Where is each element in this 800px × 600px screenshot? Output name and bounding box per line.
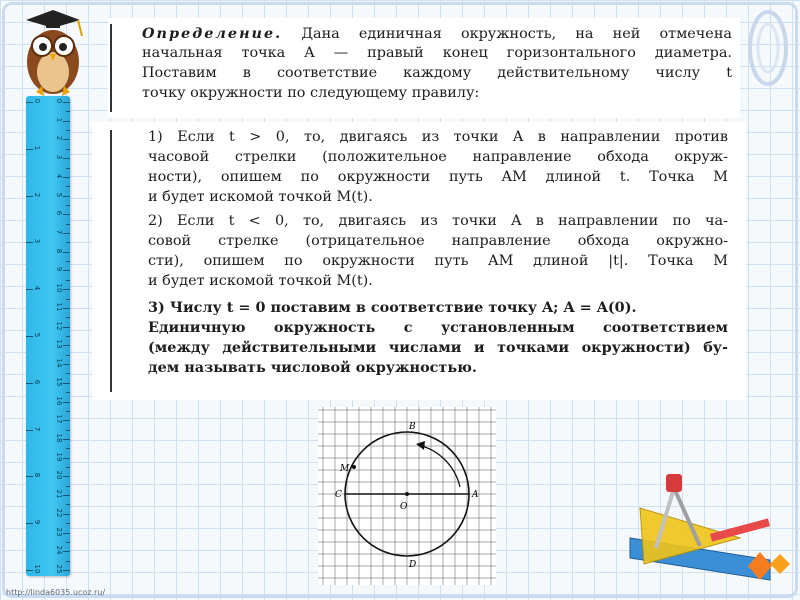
ruler-number: 10 [55,283,63,293]
ruler-inch-number: 7 [33,426,41,431]
ruler-number: 16 [55,396,63,405]
ruler-number: 12 [55,321,63,331]
definition-line-2: начальная точка A — правый конец горизонтального диаметра. [142,45,732,61]
ruler-number: 1 [55,117,63,122]
ruler-number: 23 [55,527,63,536]
label-d: D [409,560,417,570]
ruler-number: 3 [55,154,63,160]
label-o: O [400,502,408,512]
rules-line: часовой стрелки (положительное направление обхода окруж- [148,149,728,165]
definition-bar [110,24,112,112]
ruler-number: 9 [55,267,63,272]
decorative-ring-icon [746,8,790,88]
definition-line-3: Поставим в соответствие каждому действительному числу t [142,65,732,81]
ruler-inch-number: 6 [33,379,41,385]
rules-line: 2) Если t < 0, то, двигаясь из точки A в направлении по ча- [148,213,728,229]
ruler-inch-number: 10 [33,564,41,574]
rules-line: ности), опишем по окружности путь AM длиной t. Точка M [148,169,728,185]
ruler-number: 14 [55,358,63,368]
ruler-number: 25 [55,564,63,574]
ruler-inch-number: 2 [33,192,41,197]
ruler-number: 20 [55,470,63,480]
direction-arc [422,446,460,487]
ruler-inch-number: 0 [33,98,41,104]
label-b: B [409,422,416,432]
ruler-number: 5 [55,192,63,197]
ruler-number: 18 [55,433,63,443]
ruler-number: 8 [55,248,63,253]
rules-line: сти), опишем по окружности путь AM длиной |t|. Точка M [148,253,728,269]
source-url[interactable]: http://linda6035.ucoz.ru/ [6,588,106,597]
rules-bar [110,130,112,392]
rules-line: 3) Числу t = 0 поставим в соответствие точку A; A = A(0). [148,299,637,316]
label-a: A [472,490,479,500]
definition-line-4: точку окружности по следующему правилу: [142,85,480,101]
rules-panel [92,122,746,400]
ruler-number: 4 [55,173,63,179]
ruler-number: 13 [55,339,63,349]
definition-panel [108,18,740,118]
rules-line: (между действительными числами и точками окружности) бу- [148,339,728,356]
unit-circle-diagram [318,407,496,585]
ruler-inch-number: 1 [33,145,41,151]
ruler-inch-number: 8 [33,473,41,478]
arrow-head [416,441,425,450]
definition-line-1: Определение. Дана единичная окружность, на ней отмечена [142,25,732,42]
ruler-number: 15 [55,377,63,387]
ruler-number: 6 [55,211,63,216]
ruler-number: 22 [55,508,63,518]
owl-mascot-icon [16,6,90,102]
rules-final-line: дем называть числовой окружностью. [148,359,477,376]
rules-line: совой стрелке (отрицательное направление обхода окружно- [148,233,728,249]
ruler-number: 7 [55,229,63,235]
label-c: C [335,490,342,500]
ruler-inch-number: 9 [33,519,41,525]
ruler-number: 21 [55,489,63,499]
ruler-inch-number: 3 [33,239,41,244]
geometry-tools-icon [620,468,792,586]
ruler [26,96,70,576]
ruler-inch-number: 5 [33,332,41,338]
ruler-number: 0 [55,98,63,104]
label-m: M [340,464,350,474]
rules-line: и будет искомой точкой M(t). [148,273,373,289]
rules-line: Единичную окружность с установленным соответствием [148,319,728,336]
ruler-number: 11 [55,302,63,312]
rules-line: 1) Если t > 0, то, двигаясь из точки A в направлении против [148,129,728,145]
rules-line: и будет искомой точкой M(t). [148,189,373,205]
ruler-number: 19 [55,452,63,462]
ruler-number: 17 [55,414,63,424]
ruler-number: 24 [55,545,63,555]
ruler-number: 2 [55,136,63,141]
ruler-inch-number: 4 [33,285,41,291]
